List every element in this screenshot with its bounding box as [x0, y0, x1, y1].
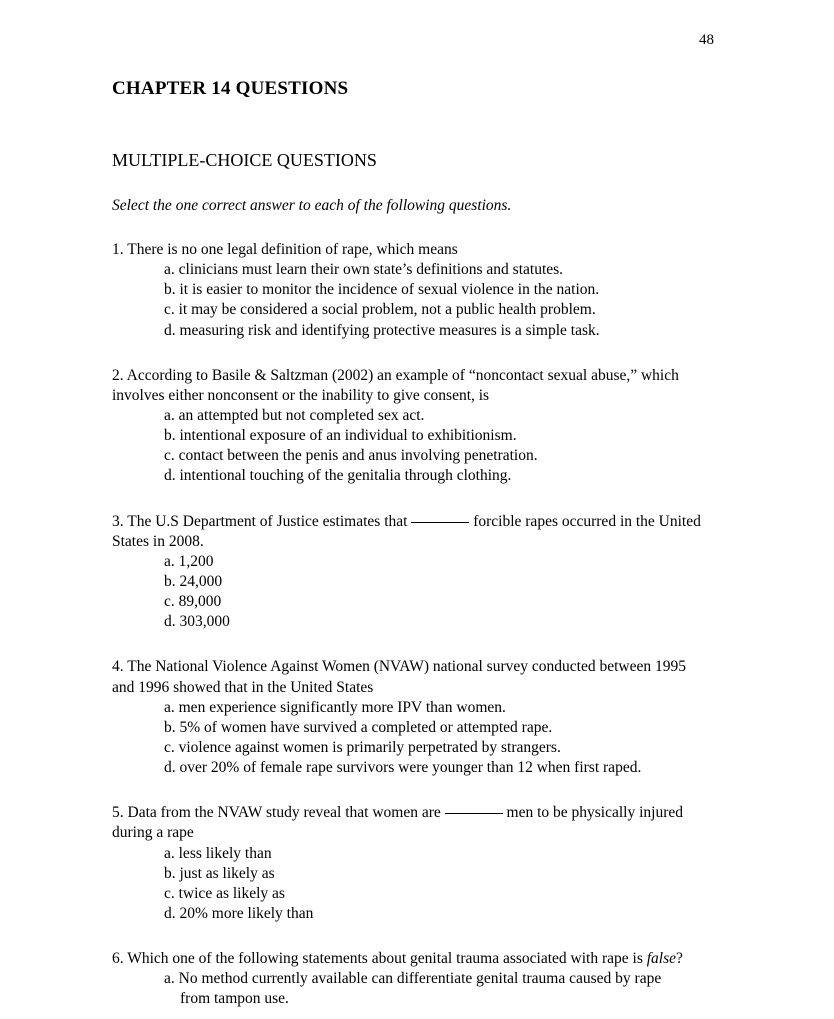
question-stem-part1: 6. Which one of the following statements about genital trauma associated with rape is	[112, 950, 647, 968]
fill-in-blank	[411, 522, 469, 523]
fill-in-blank	[445, 813, 503, 814]
question-stem-part2: ?	[676, 950, 683, 968]
instructions-text: Select the one correct answer to each of the following questions.	[112, 197, 512, 214]
page-number: 48	[699, 32, 714, 48]
choice-option[interactable]: b. 24,000	[164, 572, 223, 590]
choice-option[interactable]: b. it is easier to monitor the incidence of sexual violence in the nation.	[164, 281, 600, 299]
choice-list	[112, 552, 712, 633]
document-content	[112, 78, 712, 1010]
question-stem-part1: 3. The U.S Department of Justice estimates that	[112, 512, 412, 530]
choice-option[interactable]: b. intentional exposure of an individual to exhibitionism.	[164, 427, 517, 445]
choice-option[interactable]: c. it may be considered a social problem, not a public health problem.	[164, 301, 596, 319]
choice-option[interactable]: a. an attempted but not completed sex act.	[164, 406, 425, 424]
question-block	[112, 512, 712, 633]
choice-list	[112, 406, 712, 487]
choice-list	[112, 969, 712, 1009]
question-stem: 4. The National Violence Against Women (NVAW) national survey conducted between 1995 and 1996 showed that in the United States	[112, 658, 686, 696]
question-stem: 1. There is no one legal definition of rape, which means	[112, 241, 458, 258]
page-title: CHAPTER 14 QUESTIONS	[112, 78, 349, 99]
question-block	[112, 657, 712, 778]
question-block	[112, 240, 712, 341]
choice-option[interactable]: a. 1,200	[164, 552, 214, 570]
choice-option[interactable]: c. 89,000	[164, 593, 222, 611]
question-stem-part1: 5. Data from the NVAW study reveal that women are	[112, 804, 445, 822]
choice-list	[112, 698, 712, 779]
choice-option[interactable]: d. 20% more likely than	[164, 904, 314, 922]
choice-option[interactable]: a. clinicians must learn their own state’s definitions and statutes.	[164, 261, 564, 279]
choice-option[interactable]: d. over 20% of female rape survivors were younger than 12 when first raped.	[164, 759, 642, 777]
choice-list	[112, 260, 712, 341]
choice-line-1: a. No method currently available can differentiate genital trauma caused by rape	[164, 970, 662, 988]
choice-option[interactable]: c. contact between the penis and anus involving penetration.	[164, 447, 538, 465]
question-stem-part2: men to be physically injured during a rape	[112, 804, 684, 842]
question-block	[112, 949, 712, 1009]
question-stem-emphasis: false	[646, 950, 677, 968]
question-stem	[112, 949, 712, 969]
choice-option[interactable]: d. intentional touching of the genitalia through clothing.	[164, 467, 512, 485]
question-stem	[112, 512, 712, 552]
choice-option[interactable]: b. 5% of women have survived a completed or attempted rape.	[164, 718, 553, 736]
choice-option[interactable]: a. less likely than	[164, 844, 272, 862]
section-heading: MULTIPLE-CHOICE QUESTIONS	[112, 150, 377, 170]
choice-option[interactable]: c. violence against women is primarily perpetrated by strangers.	[164, 738, 561, 756]
choice-option[interactable]	[112, 969, 712, 1009]
choice-option[interactable]: b. just as likely as	[164, 864, 275, 882]
question-block	[112, 366, 712, 487]
question-stem	[112, 803, 712, 843]
choice-list	[112, 844, 712, 925]
choice-option[interactable]: d. 303,000	[164, 613, 230, 631]
choice-line-2: from tampon use.	[180, 990, 289, 1008]
question-stem: 2. According to Basile & Saltzman (2002) an example of “noncontact sexual abuse,” which involves either nonconsent or the inability to give consent, is	[112, 366, 679, 404]
question-stem-part2: forcible rapes occurred in the United States in 2008.	[112, 512, 701, 550]
choice-option[interactable]: d. measuring risk and identifying protective measures is a simple task.	[164, 321, 600, 339]
question-block	[112, 803, 712, 924]
choice-option[interactable]: c. twice as likely as	[164, 884, 285, 902]
choice-option[interactable]: a. men experience significantly more IPV than women.	[164, 698, 506, 716]
